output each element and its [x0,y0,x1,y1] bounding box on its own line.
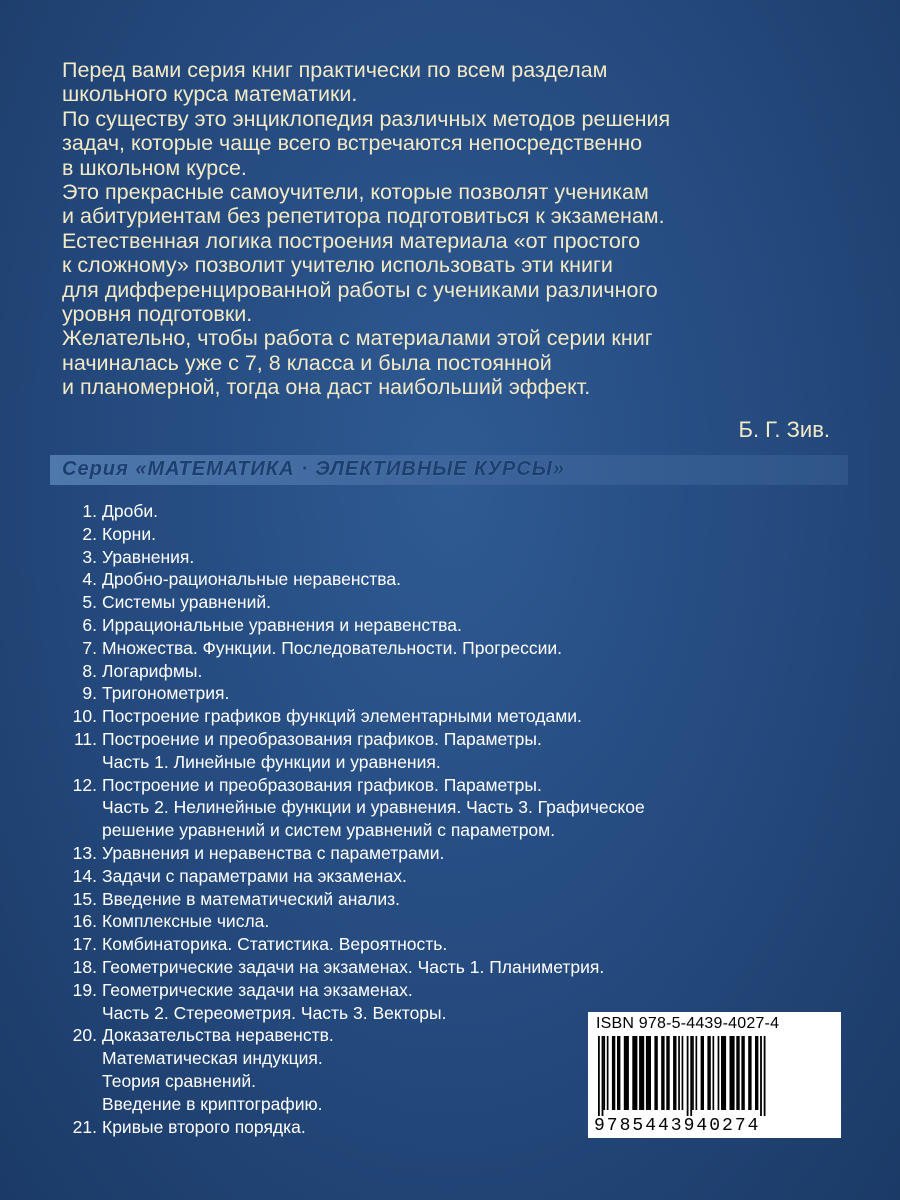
author-signature: Б. Г. Зив. [738,417,830,442]
intro-paragraph [62,229,842,327]
intro-paragraph [62,107,842,180]
book-list-item [62,591,832,614]
intro-line: Желательно, чтобы работа с материалами этой серии книг [62,326,653,351]
book-title [102,546,832,569]
book-title-line: Корни. [102,523,156,544]
book-title-line: Построение графиков функций элементарными методами. [102,706,582,727]
book-list-item [62,500,832,523]
book-title [102,910,832,933]
book-number: 4. [82,569,97,590]
book-number: 2. [82,523,97,544]
book-list-item [62,842,832,865]
book-title-line: Иррациональные уравнения и неравенства. [102,614,462,635]
book-title-line: Введение в криптографию. [102,1093,323,1114]
book-title-line: Логарифмы. [102,660,203,681]
book-title-line: Введение в математический анализ. [102,888,401,909]
book-title-line: Уравнения и неравенства с параметрами. [102,842,445,863]
book-number: 6. [82,614,97,635]
book-number: 11. [73,728,97,749]
book-title [102,705,832,728]
book-title-line: решение уравнений и систем уравнений с параметром. [102,820,556,841]
book-title-line: Геометрические задачи на экзаменах. Часть 1. Планиметрия. [102,956,605,977]
book-title [102,682,832,705]
book-list-item [62,865,832,888]
isbn-digits: 9785443940274 [594,1116,761,1136]
book-number: 16. [72,911,97,932]
book-list-item [62,682,832,705]
book-number: 5. [82,592,97,613]
book-title-line: Дробно-рациональные неравенства. [102,569,401,590]
book-title [102,956,832,979]
book-title [102,568,832,591]
book-list-item [62,660,832,683]
intro-line: для дифференцированной работы с учениками различного [62,277,658,302]
book-title [102,865,832,888]
book-title-line: Множества. Функции. Последовательности. Прогрессии. [102,637,562,658]
book-title [102,500,832,523]
book-title-line: Комбинаторика. Статистика. Вероятность. [102,934,448,955]
intro-line: к сложному» позволит учителю использовать эти книги [62,253,613,278]
book-title-line: Математическая индукция. [102,1048,323,1069]
book-list-item [62,614,832,637]
book-title [102,660,832,683]
intro-line: в школьном курсе. [62,155,247,180]
intro-paragraph [62,326,842,399]
book-list-item [62,546,832,569]
book-list-item [62,523,832,546]
book-title [102,933,832,956]
book-title-line: Построение и преобразования графиков. Параметры. [102,728,542,749]
book-list-item [62,910,832,933]
intro-line: и абитуриентам без репетитора подготовиться к экзаменам. [62,204,665,229]
book-list-item [62,774,832,842]
book-list-item [62,933,832,956]
book-list-item [62,637,832,660]
book-title-line: Часть 2. Нелинейные функции и уравнения. Часть 3. Графическое [102,797,645,818]
intro-line: школьного курса математики. [62,82,358,107]
intro-line: уровня подготовки. [62,302,253,327]
book-number: 17. [72,934,97,955]
book-number: 7. [82,637,97,658]
book-number: 8. [82,660,97,681]
book-number: 18. [72,956,97,977]
intro-line: Это прекрасные самоучители, которые позволят ученикам [62,180,649,205]
book-number: 10. [72,706,97,727]
series-title: Серия «МАТЕМАТИКА · ЭЛЕКТИВНЫЕ КУРСЫ» [62,458,565,480]
barcode-image [596,1036,833,1116]
book-title-line: Построение и преобразования графиков. Параметры. [102,774,542,795]
book-number: 14. [72,865,97,886]
book-title-line: Комплексные числа. [102,911,270,932]
intro-paragraph [62,58,842,107]
book-title-line: Системы уравнений. [102,592,271,613]
book-number: 9. [82,683,97,704]
book-title [102,637,832,660]
book-number: 12. [72,774,97,795]
book-title [102,774,832,842]
intro-line: задач, которые чаще всего встречаются непосредственно [62,131,643,156]
book-number: 19. [72,979,97,1000]
book-title [102,842,832,865]
book-title [102,614,832,637]
book-title [102,728,832,774]
book-number: 3. [82,546,97,567]
book-list-item [62,956,832,979]
intro-line: Естественная логика построения материала «от простого [62,228,641,253]
book-title-line: Геометрические задачи на экзаменах. [102,979,413,1000]
book-title-line: Задачи с параметрами на экзаменах. [102,865,407,886]
book-title-line: Кривые второго порядка. [102,1116,306,1137]
book-title-line: Часть 1. Линейные функции и уравнения. [102,751,441,772]
book-title-line: Тригонометрия. [102,683,230,704]
book-number: 20. [72,1025,97,1046]
book-title [102,591,832,614]
intro-paragraph [62,180,842,229]
intro-line: По существу это энциклопедия различных методов решения [62,106,671,131]
intro-text [62,58,842,400]
isbn-barcode-block [588,1012,841,1138]
book-number: 1. [82,501,97,521]
book-number: 21. [72,1116,97,1137]
intro-line: Перед вами серия книг практически по всем разделам [62,58,608,82]
book-title-line: Дроби. [102,501,158,521]
book-title [102,888,832,911]
book-title [102,523,832,546]
book-title-line: Теория сравнений. [102,1070,257,1091]
book-title-line: Часть 2. Стереометрия. Часть 3. Векторы. [102,1002,447,1023]
isbn-label: ISBN 978-5-4439-4027-4 [596,1015,780,1032]
book-number: 15. [72,888,97,909]
book-list-item [62,888,832,911]
book-number: 13. [72,842,97,863]
book-list-item [62,568,832,591]
book-list-item [62,728,832,774]
book-title-line: Доказательства неравенств. [102,1025,334,1046]
book-title-line: Уравнения. [102,546,195,567]
intro-line: начиналась уже с 7, 8 класса и была постоянной [62,350,552,375]
book-list-item [62,705,832,728]
intro-line: и планомерной, тогда она даст наибольший эффект. [62,375,591,400]
